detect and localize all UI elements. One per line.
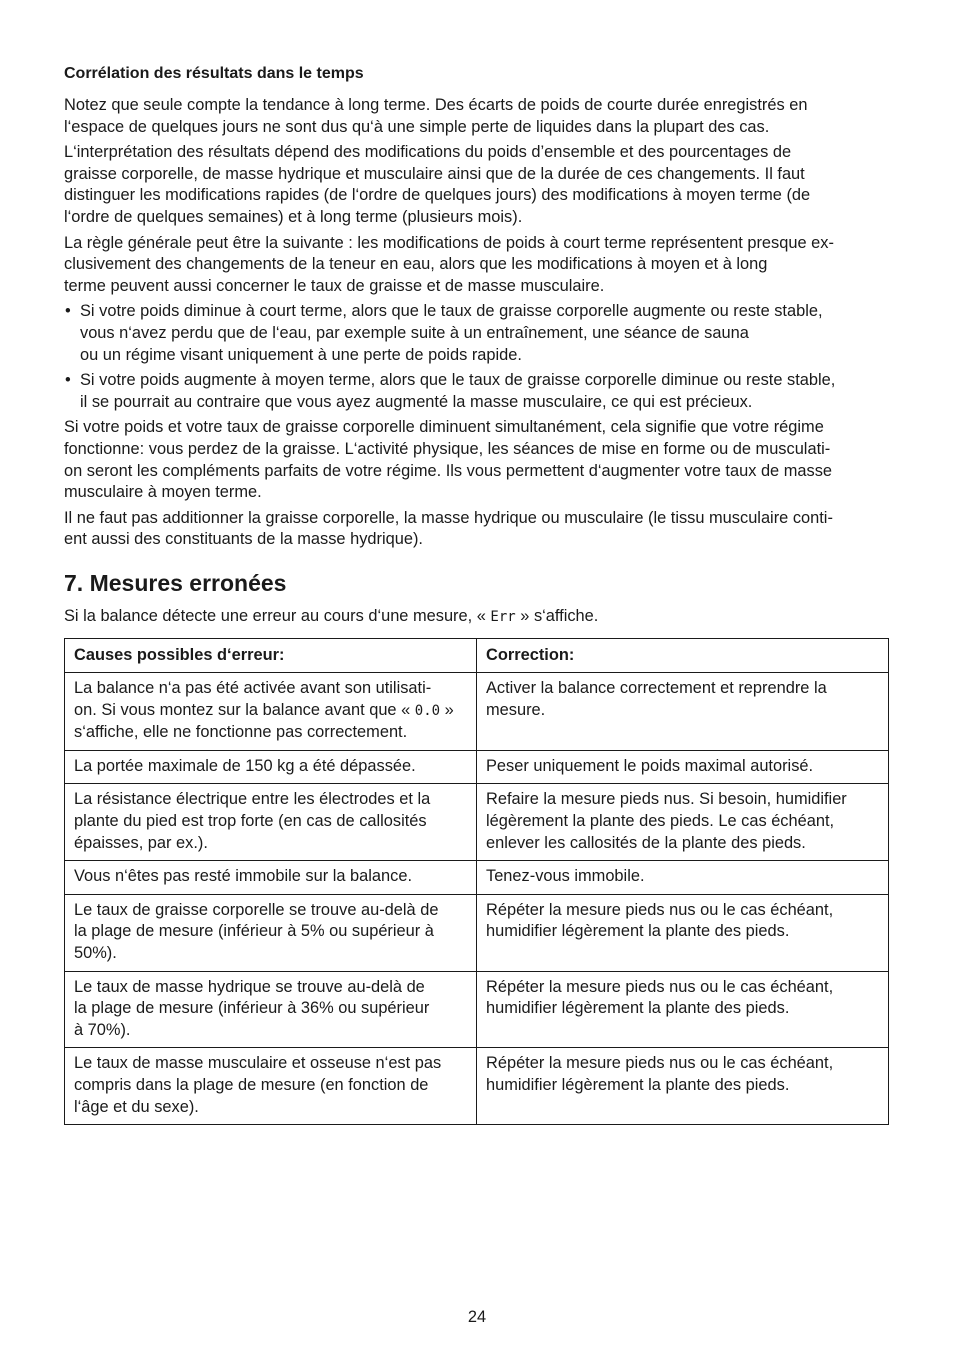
- correlation-heading: Corrélation des résultats dans le temps: [64, 65, 364, 82]
- page-content: [64, 63, 888, 1125]
- table-header-row: [65, 639, 889, 673]
- column-header-causes: Causes possibles d‘erreur:: [65, 639, 477, 673]
- correction-cell: Activer la balance correctement et reprendre la mesure.: [477, 673, 889, 751]
- paragraph: La règle générale peut être la suivante : les modifications de poids à court terme représentent presque ex- clusivement des changements de la teneur en eau, alors que les modifications à moyen et à long terme peuvent aussi concerner le taux de graisse et de masse musculaire.: [64, 233, 834, 295]
- correction-cell: Répéter la mesure pieds nus ou le cas échéant, humidifier légèrement la plante des pieds.: [477, 971, 889, 1048]
- table-row: [65, 971, 889, 1048]
- bullet-item: [64, 370, 888, 413]
- bullet-text: Si votre poids augmente à moyen terme, alors que le taux de graisse corporelle diminue ou reste stable, il se pourrait au contraire que vous ayez augmenté la masse musculaire, ce qui est précieux.: [80, 371, 836, 411]
- bullet-item: [64, 301, 888, 366]
- paragraph: Notez que seule compte la tendance à long terme. Des écarts de poids de courte durée enregistrés en l‘espace de quelques jours ne sont dus qu‘à une simple perte de liquides dans la plupart des cas.: [64, 96, 808, 136]
- cause-cell: Vous n‘êtes pas resté immobile sur la balance.: [65, 861, 477, 895]
- paragraph: Il ne faut pas additionner la graisse corporelle, la masse hydrique ou musculaire (le tissu musculaire conti- ent aussi des constituants de la masse hydrique).: [64, 508, 833, 549]
- correction-cell: Tenez-vous immobile.: [477, 861, 889, 895]
- cause-cell: [65, 673, 477, 751]
- intro-text: Si la balance détecte une erreur au cours d‘une mesure, «: [64, 606, 491, 625]
- zero-display: 0.0: [414, 702, 441, 719]
- table-row: [65, 784, 889, 861]
- table-row: [65, 673, 889, 751]
- column-header-correction: Correction:: [477, 639, 889, 673]
- table-row: [65, 861, 889, 895]
- intro-text: » s‘affiche.: [515, 606, 599, 625]
- bullet-text: Si votre poids diminue à court terme, alors que le taux de graisse corporelle augmente ou reste stable, vous n‘avez perdu que de l‘eau, par exemple suite à un entraînement, une séance de sauna ou un régime visant uniquement à une perte de poids rapide.: [80, 302, 823, 364]
- bullet-list: [64, 301, 888, 413]
- cause-cell: Le taux de masse hydrique se trouve au-delà de la plage de mesure (inférieur à 36% ou supérieur à 70%).: [65, 971, 477, 1048]
- cause-cell: Le taux de graisse corporelle se trouve au-delà de la plage de mesure (inférieur à 5% ou supérieur à 50%).: [65, 894, 477, 971]
- cause-cell: La portée maximale de 150 kg a été dépassée.: [65, 750, 477, 784]
- table-row: [65, 1048, 889, 1125]
- page-number: 24: [467, 1308, 487, 1326]
- paragraph: L‘interprétation des résultats dépend des modifications du poids d’ensemble et des pourcentages de graisse corporelle, de masse hydrique et musculaire ainsi que de la durée de ces changements. Il faut distinguer les modifications rapides (de l‘ordre de quelques jours) des modifications à moyen terme (de l‘ordre de quelques semaines) et à long terme (plusieurs mois).: [64, 143, 811, 226]
- correction-cell: Répéter la mesure pieds nus ou le cas échéant, humidifier légèrement la plante des pieds.: [477, 1048, 889, 1125]
- section-title: 7. Mesures erronées: [64, 569, 287, 596]
- error-code-display: Err: [490, 608, 516, 625]
- cause-text: La balance n‘a pas été activée avant son utilisati- on. Si vous montez sur la balance avant que «: [74, 679, 432, 719]
- paragraph: Si votre poids et votre taux de graisse corporelle diminuent simultanément, cela signifie que votre régime fonctionne: vous perdez de la graisse. L‘activité physique, les séances de mise en forme ou de musculati- on seront les compléments parfaits de votre régime. Ils vous permettent d‘augmenter votre taux de masse musculaire à moyen terme.: [64, 418, 832, 502]
- table-row: [65, 750, 889, 784]
- correction-cell: Peser uniquement le poids maximal autorisé.: [477, 750, 889, 784]
- cause-cell: La résistance électrique entre les électrodes et la plante du pied est trop forte (en cas de callosités épaisses, par ex.).: [65, 784, 477, 861]
- table-row: [65, 894, 889, 971]
- cause-text: » s‘affiche, elle ne fonctionne pas correctement.: [74, 700, 454, 742]
- cause-cell: Le taux de masse musculaire et osseuse n‘est pas compris dans la plage de mesure (en fonction de l‘âge et du sexe).: [65, 1048, 477, 1125]
- bullet-icon: •: [65, 302, 71, 321]
- error-table: [64, 638, 889, 1125]
- errors-intro: [64, 606, 888, 629]
- bullet-icon: •: [65, 371, 71, 390]
- correction-cell: Répéter la mesure pieds nus ou le cas échéant, humidifier légèrement la plante des pieds.: [477, 894, 889, 971]
- correction-cell: Refaire la mesure pieds nus. Si besoin, humidifier légèrement la plante des pieds. Le cas échéant, enlever les callosités de la plante des pieds.: [477, 784, 889, 861]
